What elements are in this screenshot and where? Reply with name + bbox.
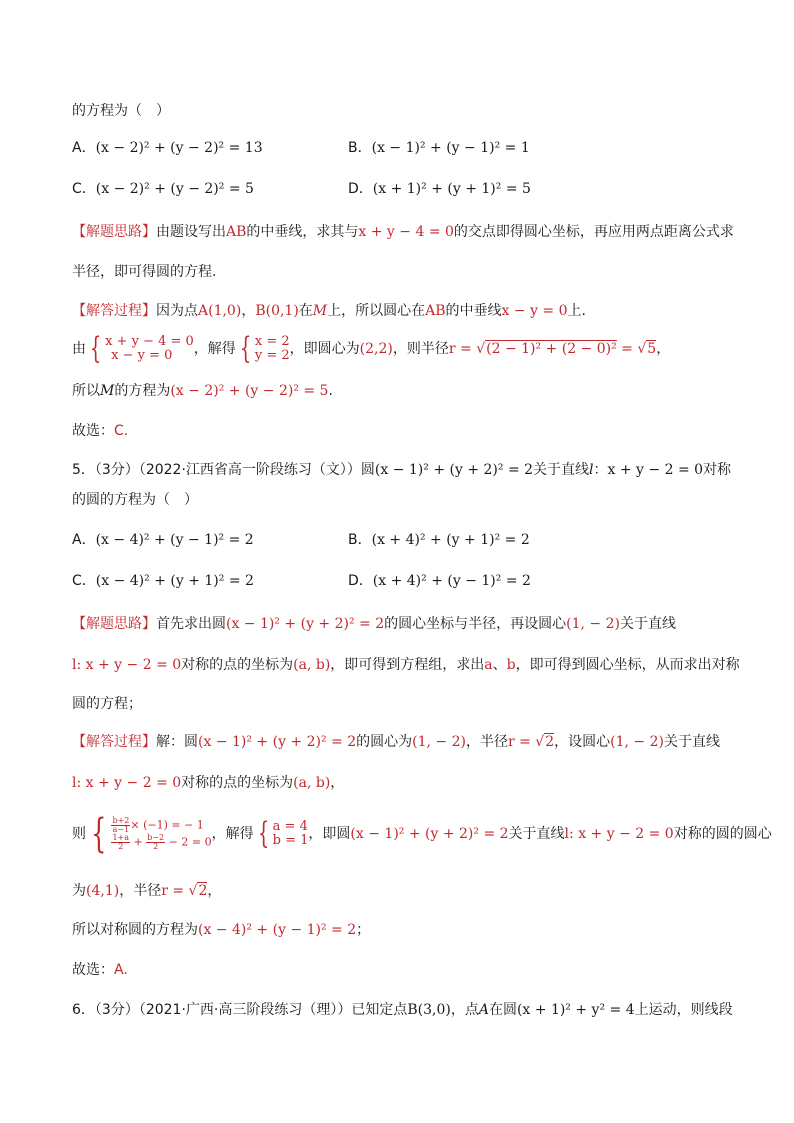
q4-idea-label: 【解题思路】 <box>72 224 156 240</box>
q5-sys-row-2-tail: − 2 = 0 <box>165 835 212 849</box>
q5-frac-3-den: 2 <box>153 842 159 851</box>
q4-radius-radicand: (2 − 1)² + (2 − 0)² <box>486 341 617 357</box>
q5-frac-3 <box>146 834 165 851</box>
q5-equation-system: { $\frac{b+2}{a-1}$ × (−1) = − 1 $\frac{1+a}{2}$ + $\frac{b-2}{2}$ − 2 = 0 <box>91 811 212 857</box>
q5-idea-text-6: 、 <box>492 657 507 673</box>
q4-option-a-text: (x − 2)² + (y − 2)² = 13 <box>95 140 263 156</box>
q4-proc-point-a: A(1,0) <box>198 303 242 319</box>
q4-proc-comma: ， <box>241 303 256 319</box>
q5-proc-text-7: ， <box>330 775 345 791</box>
q4-stem-tail: 的方程为（ ） <box>72 103 170 119</box>
q4-option-c <box>72 179 254 199</box>
q4-idea-eq: x + y − 4 = 0 <box>358 224 454 240</box>
q4-sol-row-2: y = 2 <box>254 348 290 363</box>
q4-sys-post-3: ， <box>656 341 671 357</box>
q5-solution-idea <box>72 614 676 634</box>
q5-cen-text-2: ，半径 <box>119 883 162 899</box>
q5-idea-text-4: 对称的点的坐标为 <box>181 657 294 673</box>
q4-idea-ab: AB <box>226 224 247 240</box>
q5-option-c <box>72 571 254 591</box>
q5-proc-text-3: ，半径 <box>465 734 508 750</box>
q5-sys-mid: ，解得 <box>211 826 254 842</box>
q5-idea-text-2: 的圆心坐标与半径，再设圆心 <box>384 616 567 632</box>
q5-option-b <box>348 530 530 550</box>
q5-option-b-label: B． <box>348 532 372 548</box>
q5-cen-rv: 2 <box>198 883 208 899</box>
q5-choice: A. <box>114 962 128 978</box>
q5-frac-3-num: b−2 <box>147 833 165 842</box>
q5-frac-1-den: a−1 <box>112 825 130 834</box>
q5-system-line <box>72 811 772 857</box>
q5-cen-text-1: 为 <box>72 883 86 899</box>
q5-ans-text-1: 所以对称圆的方程为 <box>72 922 198 938</box>
q4-proc-perp: x − y = 0 <box>501 303 568 319</box>
q5-stem-eq: (x − 1)² + (y + 2)² = 2 <box>374 462 534 478</box>
q5-proc-text-4: ，设圆心 <box>554 734 611 750</box>
q5-idea-ab: (a, b) <box>293 657 331 673</box>
q6-stem-text-2: ，点 <box>450 1002 479 1018</box>
q4-radius: r = √(2 − 1)² + (2 − 0)² = √5 <box>448 341 657 357</box>
q5-sol-row-1: a = 4 <box>272 819 308 834</box>
q4-equation-system: { x + y − 4 = 0 x − y = 0 <box>89 331 194 366</box>
q5-cen-radius: r = √2 <box>161 883 208 899</box>
q5-proc-center-2: (1, − 2) <box>610 734 664 750</box>
q5-proc-center: (1, − 2) <box>412 734 466 750</box>
q5-cen: (4,1) <box>86 883 120 899</box>
q4-option-d-label: D． <box>348 181 373 197</box>
q5-idea-line-3: 圆的方程； <box>72 696 142 712</box>
q4-ans-eq: (x − 2)² + (y − 2)² = 5 <box>170 383 329 399</box>
q4-sys-post-2: ，则半径 <box>392 341 449 357</box>
q5-ans-text-2: ； <box>356 922 371 938</box>
q4-proc-ab: AB <box>425 303 446 319</box>
q5-option-a-text: (x − 4)² + (y − 1)² = 2 <box>95 532 254 548</box>
q5-stem-line-eq: x + y − 2 = 0 <box>607 462 704 478</box>
q4-option-b <box>348 138 530 158</box>
q5-stem-text-1: 5．（3分）（2022·江西省高一阶段练习（文））圆 <box>72 462 375 478</box>
q5-proc-radius: r = √2 <box>507 734 555 750</box>
q4-option-d-text: (x + 1)² + (y + 1)² = 5 <box>372 181 531 197</box>
q5-idea-text-1: 首先求出圆 <box>156 616 226 632</box>
q5-option-a <box>72 530 254 550</box>
q5-frac-2 <box>111 834 130 851</box>
q6-stem-text-1: 6．（3分）（2021·广西·高三阶段练习（理））已知定点 <box>72 1002 408 1018</box>
q4-option-c-label: C． <box>72 181 96 197</box>
q5-choice-pre: 故选： <box>72 962 114 978</box>
q4-sys-row-2: x − y = 0 <box>111 348 173 363</box>
q4-proc-m: M <box>312 303 328 319</box>
q5-proc-eq: (x − 1)² + (y + 2)² = 2 <box>198 734 357 750</box>
q5-ans-eq: (x − 4)² + (y − 1)² = 2 <box>198 922 357 938</box>
q4-ans-text-3: . <box>328 383 333 399</box>
q6-stem-point-b: B(3,0) <box>407 1002 451 1018</box>
q5-sys-row-1-tail: × (−1) = − 1 <box>130 818 204 832</box>
q5-stem-l: l <box>589 462 594 478</box>
q5-idea-b: b <box>506 657 516 673</box>
q4-solution-system: { x = 2 y = 2 <box>239 331 290 366</box>
q4-proc-text-5: 上. <box>567 303 586 319</box>
q4-system-line <box>72 333 670 365</box>
q5-solution-system: { a = 4 b = 1 <box>257 816 309 851</box>
q5-proc-rv: 2 <box>545 734 555 750</box>
q4-ans-text-1: 所以 <box>72 383 100 399</box>
q5-option-c-text: (x − 4)² + (y + 1)² = 2 <box>95 573 254 589</box>
q5-choice-line <box>72 960 128 980</box>
q4-proc-text-2: 在 <box>298 303 313 319</box>
q4-proc-point-b: B(0,1) <box>255 303 299 319</box>
q5-proc-text-5: 关于直线 <box>663 734 720 750</box>
q5-frac-1-num: b+2 <box>112 816 130 825</box>
q4-sys-mid: ，解得 <box>193 341 236 357</box>
q4-sys-row-1: x + y − 4 = 0 <box>105 334 194 349</box>
q5-sys-post-2: 关于直线 <box>508 826 565 842</box>
q4-sol-row-1: x = 2 <box>254 334 290 349</box>
q4-sys-pre: 由 <box>72 341 86 357</box>
q5-sys-row-2-mid: + <box>130 835 147 849</box>
q4-choice-pre: 故选： <box>72 423 114 439</box>
q5-frac-2-den: 2 <box>118 842 124 851</box>
q5-option-d-label: D． <box>348 573 373 589</box>
q5-idea-line-eq: l: x + y − 2 = 0 <box>72 657 182 673</box>
q4-center: (2,2) <box>359 341 393 357</box>
q5-proc-text-6: 对称的点的坐标为 <box>181 775 294 791</box>
q4-ans-text-2: 的方程为 <box>114 383 171 399</box>
q4-option-b-label: B． <box>348 140 372 156</box>
q4-radius-lhs: r = <box>448 341 477 357</box>
q4-ans-m: M <box>100 383 115 399</box>
q5-idea-a: a <box>484 657 493 673</box>
q6-stem-eq: (x + 1)² + y² = 4 <box>516 1002 635 1018</box>
q4-idea-text-3: 的交点即得圆心坐标，再应用两点距离公式求 <box>453 224 734 240</box>
q5-stem-line-1 <box>72 460 731 480</box>
q5-frac-1 <box>111 817 130 834</box>
q5-option-a-label: A． <box>72 532 96 548</box>
q5-cen-r: r = <box>161 883 189 899</box>
q4-idea-text-1: 由题设写出 <box>156 224 226 240</box>
q4-option-d <box>348 179 531 199</box>
q5-sys-post-3: 对称的圆的圆心 <box>673 826 772 842</box>
q5-frac-2-num: 1+a <box>112 833 130 842</box>
q5-solution-process <box>72 732 720 752</box>
q4-idea-text-2: 的中垂线，求其与 <box>246 224 359 240</box>
q4-option-a-label: A． <box>72 140 96 156</box>
q6-stem-text-4: 上运动，则线段 <box>634 1002 733 1018</box>
q4-option-a <box>72 138 263 158</box>
q5-idea-line-2 <box>72 655 740 675</box>
q5-proc-text-2: 的圆心为 <box>356 734 413 750</box>
q5-sys-line-eq: l: x + y − 2 = 0 <box>564 826 674 842</box>
q5-sys-pre: 则 <box>72 826 86 842</box>
q5-proc-ab: (a, b) <box>293 775 331 791</box>
q6-stem-point-a: A <box>478 1002 489 1018</box>
q4-option-b-text: (x − 1)² + (y − 1)² = 1 <box>371 140 530 156</box>
q5-proc-label: 【解答过程】 <box>72 734 156 750</box>
q5-idea-text-3: 关于直线 <box>619 616 676 632</box>
q4-solution-process <box>72 301 586 321</box>
q4-proc-label: 【解答过程】 <box>72 303 156 319</box>
q5-option-d <box>348 571 531 591</box>
q5-answer-line <box>72 920 370 940</box>
q4-proc-text-3: 上，所以圆心在 <box>327 303 426 319</box>
q5-option-c-label: C． <box>72 573 96 589</box>
q5-idea-center: (1, − 2) <box>566 616 620 632</box>
q5-idea-eq: (x − 1)² + (y + 2)² = 2 <box>226 616 385 632</box>
q4-proc-text-4: 的中垂线 <box>445 303 502 319</box>
q4-idea-line-2: 半径，即可得圆的方程. <box>72 264 217 280</box>
q5-stem-text-3: ： <box>593 462 608 478</box>
q5-sol-row-2: b = 1 <box>272 833 309 848</box>
q5-stem-text-2: 关于直线 <box>533 462 590 478</box>
q5-stem-line-2: 的圆的方程为（ ） <box>72 492 198 508</box>
q5-sys-eq: (x − 1)² + (y + 2)² = 2 <box>350 826 509 842</box>
q5-sys-post-1: ，即圆 <box>308 826 351 842</box>
q5-idea-text-7: ，即可得到圆心坐标，从而求出对称 <box>515 657 740 673</box>
q5-stem-text-4: 对称 <box>703 462 732 478</box>
q5-cen-text-3: ， <box>207 883 222 899</box>
q5-proc-line-2 <box>72 773 344 793</box>
q6-stem-line-1 <box>72 1000 733 1020</box>
q5-center-line <box>72 881 221 901</box>
q5-proc-line-eq: l: x + y − 2 = 0 <box>72 775 182 791</box>
q4-answer-line <box>72 381 333 401</box>
q4-option-c-text: (x − 2)² + (y − 2)² = 5 <box>95 181 254 197</box>
q4-proc-text-1: 因为点 <box>156 303 198 319</box>
q4-radius-value: 5 <box>647 341 657 357</box>
q6-stem-text-3: 在圆 <box>488 1002 517 1018</box>
q4-radius-eq: = <box>616 341 638 357</box>
q5-option-d-text: (x + 4)² + (y − 1)² = 2 <box>372 573 531 589</box>
q4-solution-idea <box>72 222 734 242</box>
q5-proc-text-1: 解：圆 <box>156 734 198 750</box>
q4-sys-post-1: ，即圆心为 <box>289 341 360 357</box>
q5-sys-row-1 <box>111 817 211 834</box>
q4-choice: C. <box>114 423 129 439</box>
q5-sys-row-2 <box>111 834 211 851</box>
q5-idea-label: 【解题思路】 <box>72 616 156 632</box>
q5-proc-r: r = <box>507 734 536 750</box>
q5-idea-text-5: ，即可得到方程组，求出 <box>330 657 485 673</box>
q4-choice-line <box>72 421 128 441</box>
q5-option-b-text: (x + 4)² + (y + 1)² = 2 <box>371 532 530 548</box>
